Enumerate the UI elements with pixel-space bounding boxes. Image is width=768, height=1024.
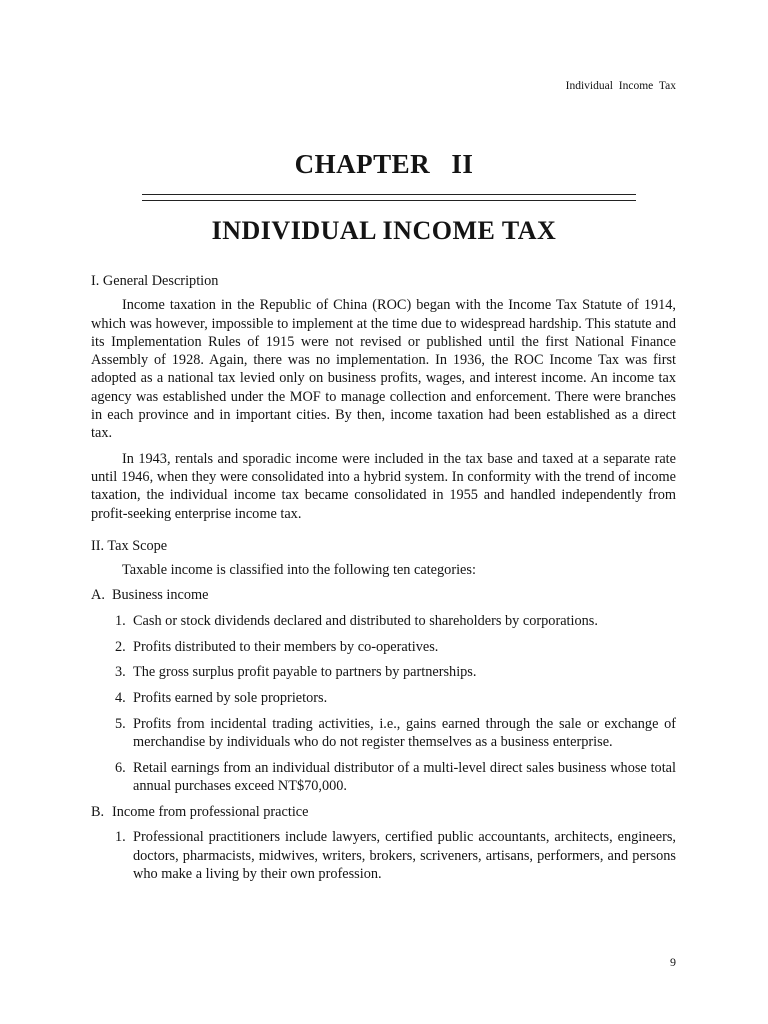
item-text: Retail earnings from an individual distributor of a multi-level direct sales business whose total annual purchases exceed NT$70,000. <box>133 760 676 795</box>
list-item <box>91 612 676 630</box>
category-heading-professional-practice <box>91 803 676 821</box>
category-letter: A. <box>91 587 105 604</box>
item-number: 4. <box>115 690 126 707</box>
category-label: Business income <box>112 587 209 604</box>
paragraph: Income taxation in the Republic of China (ROC) began with the Income Tax Statute of 1914, which was however, impossible to implement at the time due to widespread hardship. This statute and its Implementation Rules of 1915 were not revised or published until the first National Finance Assembly of 1928. Again, there was no implementation. In 1936, the ROC Income Tax was first adopted as a national tax levied only on business profits, wages, and interest income. An income tax agency was established under the MOF to manage collection and enforcement. There were branches in each province and in important cities. By then, income taxation had been established as a direct tax. <box>91 297 676 442</box>
business-income-list <box>91 612 676 796</box>
item-number: 5. <box>115 715 126 732</box>
category-heading-business-income <box>91 586 676 604</box>
list-item <box>91 689 676 707</box>
item-number: 3. <box>115 664 126 681</box>
list-item <box>91 715 676 752</box>
running-head: Individual Income Tax <box>565 80 676 92</box>
chapter-label: CHAPTER II <box>294 149 474 179</box>
category-letter: B. <box>91 804 105 821</box>
item-text: Profits earned by sole proprietors. <box>133 690 328 707</box>
item-number: 1. <box>115 612 126 629</box>
page-number: 9 <box>670 955 676 969</box>
body-text <box>91 272 676 891</box>
paragraph: In 1943, rentals and sporadic income were included in the tax base and taxed at a separate rate until 1946, when they were consolidated into a hybrid system. In conformity with the trend of income taxation, the individual income tax became consolidated in 1955 and handled independently from profit-seeking enterprise income tax. <box>91 450 676 522</box>
item-text: Profits from incidental trading activities, i.e., gains earned through the sale or exchange of merchandise by individuals who do not register themselves as a business enterprise. <box>133 715 676 751</box>
item-number: 2. <box>115 638 126 655</box>
list-item <box>91 828 676 883</box>
item-number: 6. <box>115 760 126 777</box>
professional-practice-list <box>91 828 676 883</box>
list-item <box>91 638 676 656</box>
item-text: The gross surplus profit payable to partners by partnerships. <box>133 664 477 681</box>
page-title: INDIVIDUAL INCOME TAX <box>211 216 557 245</box>
title-rule-top <box>142 194 636 195</box>
section-intro: Taxable income is classified into the following ten categories: <box>122 562 476 579</box>
list-item <box>91 663 676 681</box>
section-heading-general-description: I. General Description <box>91 273 219 289</box>
item-text: Cash or stock dividends declared and distributed to shareholders by corporations. <box>133 612 598 629</box>
item-text: Professional practitioners include lawyers, certified public accountants, architects, engineers, doctors, pharmacists, midwives, writers, brokers, scriveners, artisans, performers, and persons who make a living by their own profession. <box>133 829 676 883</box>
item-text: Profits distributed to their members by co-operatives. <box>133 638 439 655</box>
section-heading-tax-scope: II. Tax Scope <box>91 537 168 554</box>
list-item <box>91 759 676 796</box>
title-rule-bottom <box>142 200 636 201</box>
item-number: 1. <box>115 829 126 846</box>
category-label: Income from professional practice <box>112 804 309 821</box>
